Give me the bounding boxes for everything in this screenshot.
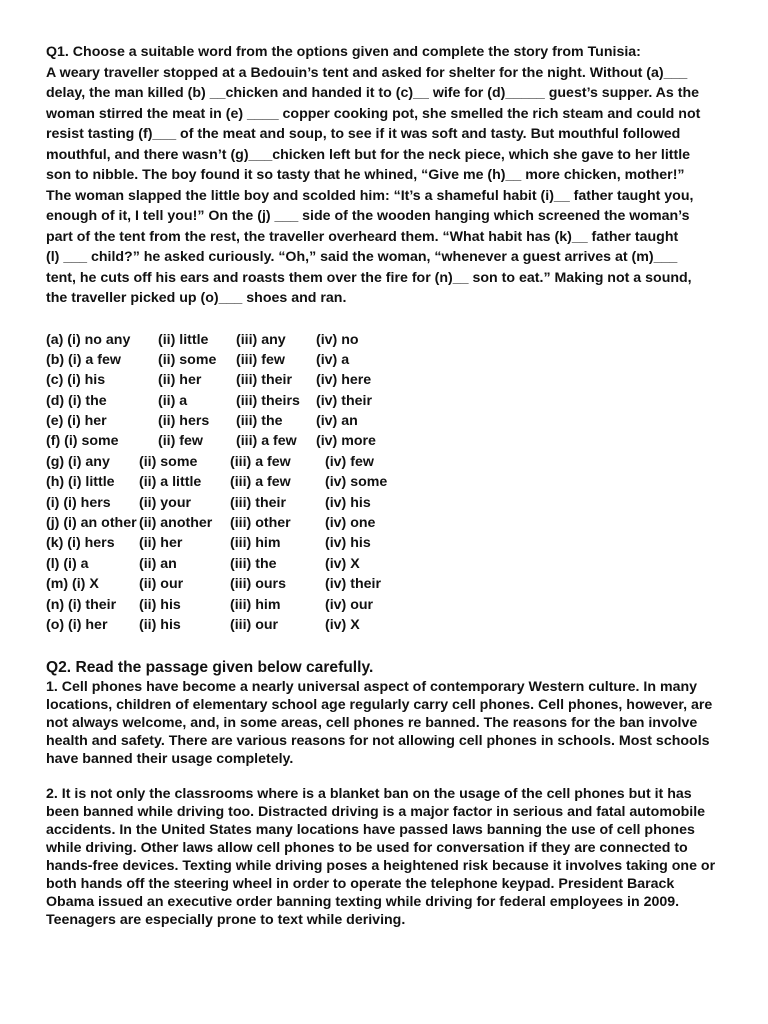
- option-choice: (ii) a little: [139, 474, 202, 491]
- option-choice: (iii) our: [230, 616, 279, 633]
- passage-line: accidents. In the United States many locations have passed laws banning the use of cell phones: [46, 822, 695, 839]
- option-choice: (iv) his: [325, 535, 371, 552]
- option-choice: (iv) X: [325, 555, 360, 572]
- option-choice: (iv) their: [325, 576, 381, 593]
- option-row: [46, 472, 686, 492]
- passage-line: Obama issued an executive order banning texting while driving for federal employees in 2009.: [46, 894, 680, 911]
- option-choice: (ii) some: [158, 351, 217, 368]
- option-choice: (h) (i) little: [46, 474, 115, 491]
- story-line: woman stirred the meat in (e) ____ copper cooking pot, she smelled the rich steam and could not: [46, 105, 701, 122]
- passage-line: hands-free devices. Texting while driving poses a heightened risk because it involves taking one or: [46, 858, 716, 875]
- option-row: [46, 533, 686, 553]
- option-row: [46, 574, 686, 594]
- option-choice: (iii) a few: [230, 453, 291, 470]
- option-choice: (k) (i) hers: [46, 535, 115, 552]
- option-choice: (iii) theirs: [236, 392, 300, 409]
- option-choice: (iv) few: [325, 453, 374, 470]
- option-choice: (iv) X: [325, 616, 360, 633]
- story-line: tent, he cuts off his ears and roasts them over the fire for (n)__ son to eat.” Making not a sound,: [46, 269, 692, 286]
- option-choice: (l) (i) a: [46, 555, 89, 572]
- story-line: part of the tent from the rest, the traveller overheard them. “What habit has (k)__ father taught: [46, 228, 679, 245]
- passage-paragraph-1: [46, 678, 713, 768]
- option-choice: (ii) little: [158, 331, 209, 348]
- option-row: [46, 595, 686, 615]
- option-choice: (c) (i) his: [46, 372, 106, 389]
- option-choice: (iii) the: [230, 555, 277, 572]
- option-choice: (iv) an: [316, 413, 358, 430]
- option-choice: (iv) our: [325, 596, 374, 613]
- story-line: enough of it, I tell you!” On the (j) ___ side of the wooden hanging which screened the woman’s: [46, 208, 690, 224]
- option-row: [46, 493, 686, 513]
- option-choice: (m) (i) X: [46, 576, 99, 593]
- question-2-title: Q2. Read the passage given below carefully.: [46, 659, 374, 677]
- option-choice: (iv) some: [325, 474, 388, 491]
- story-line: the traveller picked up (o)___ shoes and ran.: [46, 290, 347, 306]
- story-line: resist tasting (f)___ of the meat and soup, to see if it was soft and tasty. But mouthful followed: [46, 126, 681, 142]
- option-row: [46, 350, 686, 370]
- option-choice: (o) (i) her: [46, 616, 108, 633]
- option-choice: (iii) the: [236, 413, 283, 430]
- option-choice: (iv) no: [316, 331, 359, 348]
- option-row: [46, 391, 686, 411]
- option-choice: (ii) her: [139, 535, 183, 552]
- option-choice: (iii) ours: [230, 576, 286, 593]
- question-1-title: Q1. Choose a suitable word from the options given and complete the story from Tunisia:: [46, 44, 641, 60]
- story-line: (l) ___ child?” he asked curiously. “Oh,” said the woman, “whenever a guest arrives at (m)___: [46, 249, 678, 265]
- passage-line: while driving. Other laws allow cell phones to be used for conversation if they are connected to: [46, 840, 688, 857]
- passage-line: locations, children of elementary school age regularly carry cell phones. Cell phones, however, are: [46, 697, 713, 714]
- option-choice: (b) (i) a few: [46, 351, 121, 368]
- option-choice: (iii) other: [230, 515, 291, 532]
- options-list: [46, 330, 686, 636]
- option-row: [46, 411, 686, 431]
- story-line: mouthful, and there wasn’t (g)___chicken left but for the neck piece, which she gave to her little: [46, 146, 691, 163]
- option-choice: (ii) some: [139, 453, 198, 470]
- option-choice: (iv) their: [316, 392, 372, 409]
- option-choice: (iv) here: [316, 372, 372, 389]
- option-choice: (ii) few: [158, 433, 203, 450]
- option-choice: (f) (i) some: [46, 433, 119, 450]
- option-choice: (ii) another: [139, 515, 213, 532]
- option-choice: (iii) any: [236, 331, 286, 348]
- passage-line: have banned their usage completely.: [46, 751, 294, 768]
- option-row: [46, 330, 686, 350]
- option-choice: (iii) him: [230, 535, 281, 552]
- option-choice: (ii) a: [158, 392, 188, 409]
- passage-line: been banned while driving too. Distracted driving is a major factor in serious and fatal automobile: [46, 804, 706, 821]
- passage-line: both hands off the steering wheel in order to operate the telephone keypad. President Barack: [46, 876, 675, 893]
- worksheet-page: [46, 42, 716, 929]
- option-choice: (ii) our: [139, 576, 184, 593]
- story-line: The woman slapped the little boy and scolded him: “It’s a shameful habit (i)__ father taught you,: [46, 187, 694, 204]
- option-choice: (ii) his: [139, 596, 181, 613]
- option-choice: (iii) their: [236, 372, 292, 389]
- option-choice: (iii) their: [230, 494, 286, 511]
- option-choice: (n) (i) their: [46, 596, 117, 613]
- story-line: delay, the man killed (b) __chicken and handed it to (c)__ wife for (d)_____ guest’s supper. As the: [46, 85, 700, 101]
- passage-line: health and safety. There are various reasons for not allowing cell phones in schools. Most schools: [46, 733, 710, 750]
- story-line: son to nibble. The boy found it so tasty that he whined, “Give me (h)__ more chicken, mother!”: [46, 167, 685, 183]
- option-choice: (ii) hers: [158, 413, 210, 430]
- option-choice: (d) (i) the: [46, 392, 107, 409]
- option-choice: (ii) an: [139, 555, 177, 572]
- paragraph-spacer: [46, 768, 686, 785]
- option-choice: (iv) his: [325, 494, 371, 511]
- option-choice: (i) (i) hers: [46, 494, 111, 511]
- option-choice: (iii) a few: [230, 474, 291, 491]
- passage-line: Teenagers are especially prone to text while deriving.: [46, 912, 406, 929]
- passage-line: 2. It is not only the classrooms where is a blanket ban on the usage of the cell phones but it has: [46, 786, 692, 803]
- option-row: [46, 431, 686, 451]
- option-choice: (ii) her: [158, 372, 202, 389]
- option-choice: (iv) one: [325, 515, 376, 532]
- option-choice: (iv) a: [316, 351, 350, 368]
- option-row: [46, 554, 686, 574]
- option-choice: (g) (i) any: [46, 453, 110, 470]
- option-choice: (iii) few: [236, 351, 285, 368]
- option-choice: (a) (i) no any: [46, 331, 131, 348]
- option-choice: (ii) his: [139, 616, 181, 633]
- passage-paragraph-2: [46, 785, 716, 929]
- option-row: [46, 370, 686, 390]
- passage-line: 1. Cell phones have become a nearly universal aspect of contemporary Western culture. In many: [46, 679, 698, 696]
- option-row: [46, 615, 686, 635]
- story-passage: [46, 63, 701, 309]
- story-line: A weary traveller stopped at a Bedouin’s tent and asked for shelter for the night. Without (a)___: [46, 64, 688, 81]
- option-choice: (iii) a few: [236, 433, 297, 450]
- option-choice: (ii) your: [139, 494, 192, 511]
- option-row: [46, 452, 686, 472]
- option-choice: (iv) more: [316, 433, 376, 450]
- option-choice: (j) (i) an other: [46, 515, 137, 532]
- option-choice: (iii) him: [230, 596, 281, 613]
- option-choice: (e) (i) her: [46, 413, 107, 430]
- option-row: [46, 513, 686, 533]
- passage-line: not always welcome, and, in some areas, cell phones re banned. The reasons for the ban involve: [46, 715, 698, 732]
